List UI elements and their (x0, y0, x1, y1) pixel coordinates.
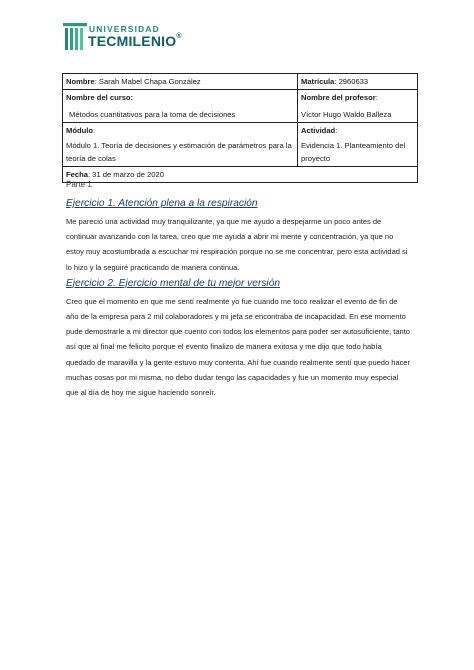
activity-value: Evidencia 1. Planteamiento del proyecto (301, 141, 406, 163)
tecmilenio-logo-icon (62, 22, 88, 52)
professor-colon: : (375, 93, 378, 102)
logo-university-text: UNIVERSIDAD (89, 24, 160, 34)
student-name-label: Nombre (66, 77, 95, 86)
exercise-1-paragraph: Me pareció una actividad muy tranquilizante, ya que me ayudo a despejarme un poco antes de continuar avanzando con la tarea, creo que me ayuda a abrir mi mente y concentración, ya que no estoy muy acostumbrada a escuchar mi respiración porque no se me concentrar, pero esta actividad si lo hizo y la seguiré practicando de manera continua. (66, 217, 408, 272)
module-label: Módulo (66, 126, 93, 135)
university-logo (62, 22, 192, 52)
professor-cell (298, 90, 418, 123)
student-id-cell (298, 74, 418, 90)
activity-cell (298, 123, 418, 167)
student-name-value: : Sarah Mabel Chapa González (94, 77, 201, 86)
date-label: Fecha (66, 170, 88, 179)
date-value: : 31 de marzo de 2020 (87, 170, 164, 179)
professor-label: Nombre del profesor (301, 93, 376, 102)
course-label: Nombre del curso: (66, 93, 134, 102)
logo-brand-text: TECMILENIO® (88, 33, 182, 49)
exercise-1-heading: Ejercicio 1. Atención plena a la respiración (66, 198, 258, 209)
course-value: Métodos cuantitativos para la toma de decisiones (69, 110, 236, 119)
activity-colon: : (335, 126, 338, 135)
professor-value: Víctor Hugo Waldo Balleza (301, 110, 392, 119)
student-name-cell (63, 74, 298, 90)
student-id-label: Matrícula (301, 77, 335, 86)
student-info-table (62, 73, 418, 183)
exercise-2-paragraph: Creo que el momento en que me sentí realmente yo fue cuando me toco realizar el evento de fin de año de la empresa para 2 mil colaboradores y mi jefa se encontraba de incapacidad. En ese momento pude demostrarle a mi director que cuento con todos los elementos para poder ser autosuficiente, tanto así que al final me felicito porque el evento finalizo de manera exitosa y me dijo que todo había quedado de maravilla y la gente estuvo muy contenta. Ahí fue cuando realmente sentí que puedo hacer muchas cosas por mi misma, no debo dudar tengo las capacidades y fue un momento muy especial que al día de hoy me sigue haciendo sonreír. (66, 296, 410, 398)
exercise-2-heading: Ejercicio 2. Ejercicio mental de tu mejor versión (66, 277, 281, 289)
module-colon: : (93, 126, 96, 135)
module-cell (63, 123, 298, 167)
course-cell (63, 90, 298, 123)
activity-label: Actividad (301, 126, 336, 135)
student-id-value: : 2960633 (334, 77, 369, 86)
module-value: Módulo 1. Teoría de decisiones y estimación de parámetros para la teoría de colas (66, 141, 292, 163)
document-body (66, 180, 412, 403)
part-heading: Parte 1 (66, 180, 92, 189)
